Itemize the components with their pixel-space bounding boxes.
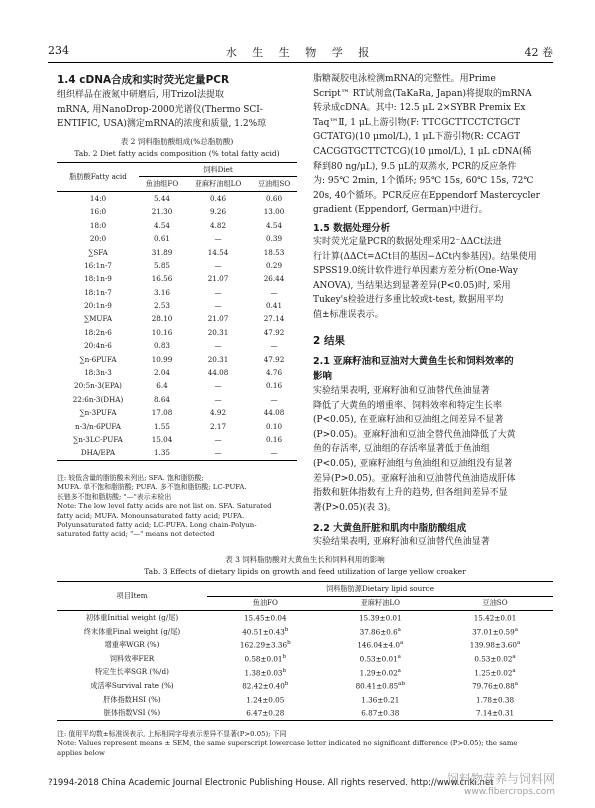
table3-group-header: 饲料脂肪源Dietary lipid source — [207, 582, 553, 597]
table-cell: 15.04 — [151, 435, 173, 444]
note-line: Polyunsaturated fatty acid; LC-PUFA. Long chain-Polyun- — [57, 521, 257, 530]
section-2-title: 2 结果 — [313, 335, 345, 347]
table-cell: — — [214, 341, 222, 351]
text-line: 实验结果表明, 亚麻籽油和豆油替代鱼油显著 — [313, 386, 490, 396]
row-label: ∑n-3LC-PUFA — [73, 435, 123, 444]
table-cell — [207, 706, 324, 720]
text-line: 鱼的存活率, 豆油组的存活率显著低于鱼油组 — [313, 444, 490, 455]
table-cell — [207, 611, 324, 625]
row-label: 终末体重Final weight (g/尾) — [83, 626, 181, 636]
row-label: ∑n-6PUFA — [79, 354, 117, 364]
table-cell: 0.46 — [210, 193, 227, 203]
table3-notes — [57, 730, 553, 758]
significance-letter: a — [514, 626, 518, 633]
table-cell — [207, 679, 324, 693]
table-cell: 2.17 — [210, 421, 227, 431]
text-line: 实时荧光定量PCR的数据处理采用2⁻ΔΔCt法进 — [313, 237, 502, 247]
table-row — [57, 366, 297, 379]
table-cell: 2.53 — [153, 301, 170, 311]
section-2-1-title-cont: 影响 — [313, 371, 333, 382]
table-cell: 10.99 — [151, 354, 173, 364]
table-cell — [324, 666, 438, 680]
cell-value: 1.78±0.38 — [476, 695, 515, 705]
watermark-url: www.fibercrops.com — [464, 787, 555, 797]
table-cell: 26.44 — [263, 274, 285, 284]
table-cell: 8.64 — [153, 394, 170, 404]
text-line: ANOVA), 当结果达到显著差异(P<0.05)时, 采用 — [313, 280, 511, 291]
text-line: 释到80 ng/μL), 9.5 μL的双蒸水, PCR的反应条件 — [313, 161, 517, 172]
table-cell — [324, 706, 438, 720]
cell-value: 15.45±0.04 — [243, 613, 287, 623]
right-paragraph-1 — [313, 72, 553, 218]
cell-value: 1.38±0.03 — [244, 668, 283, 678]
note-line: Note: The low level fatty acids are not list on. SFA. Saturated — [57, 502, 272, 511]
row-label: 20:4n-6 — [84, 341, 112, 351]
running-header — [48, 40, 553, 60]
table-cell: 0.41 — [266, 301, 283, 311]
table2-caption-cn: 表 2 饲料脂肪酸组成(%总脂肪酸) — [120, 137, 234, 146]
table-cell: 31.89 — [151, 247, 173, 257]
row-label: 16:0 — [89, 207, 107, 217]
table-cell: 0.10 — [266, 421, 283, 431]
row-label: 肝体指数HSI (%) — [103, 694, 161, 704]
table-cell: 0.83 — [153, 341, 170, 351]
table-row — [57, 379, 297, 392]
significance-letter: a — [514, 681, 518, 688]
table3-col-lo: 亚麻籽油LO — [324, 596, 438, 611]
table-row — [57, 638, 553, 652]
row-label: 初体重Initial weight (g/尾) — [85, 612, 179, 622]
text-line: 组织样品在液氮中研磨后, 用Trizol法提取 — [57, 90, 224, 100]
table-cell: 4.82 — [210, 220, 227, 230]
table-cell — [437, 638, 553, 652]
note-line: fatty acid; MUFA. Monounsaturated fatty acid; PUFA. — [57, 511, 245, 520]
watermark-cn: 饲料物营养与饲料网 — [446, 772, 555, 786]
text-line: (P<0.05), 在亚麻籽油和豆油组之间差异不显著 — [313, 415, 504, 426]
cell-value: 139.98±3.60 — [469, 640, 517, 650]
table-row — [57, 299, 297, 312]
significance-letter: b — [282, 667, 287, 674]
cell-value: 1.29±0.02 — [359, 668, 398, 678]
text-line: mRNA, 用NanoDrop-2000光谱仪(Thermo SCI- — [57, 104, 263, 115]
table-row — [57, 406, 297, 419]
row-label: 饲料效率FER — [109, 653, 155, 663]
row-label: 20:1n-9 — [84, 301, 112, 311]
table-cell — [324, 693, 438, 707]
note-line: applies below — [57, 748, 105, 757]
left-paragraph — [57, 88, 297, 132]
table-row — [57, 205, 297, 218]
text-line: 转录成cDNA。其中: 12.5 μL 2×SYBR Premix Ex — [313, 103, 526, 114]
table-cell: 5.44 — [153, 193, 170, 203]
text-line: ENTIFIC, USA)测定mRNA的浓度和质量, 1.2%琼 — [57, 119, 267, 130]
table-cell: — — [214, 448, 222, 458]
text-line: 脂糖凝胶电泳检测mRNA的完整性。用Prime — [313, 74, 496, 84]
text-line: 差异(P>0.05)。亚麻籽油和豆油替代鱼油造成肝体 — [313, 473, 516, 484]
table2-caption-en: Tab. 2 Diet fatty acids composition (% total fatty acid) — [74, 149, 280, 158]
note-line: 注: 值用平均数±标准误表示, 上标相同字母表示差异不显著(P>0.05); 下同 — [57, 730, 287, 738]
text-line: SPSS19.0统计软件进行单因素方差分析(One-Way — [313, 266, 518, 277]
table-cell: 1.35 — [153, 448, 170, 458]
text-line: 值±标准误表示。 — [313, 309, 384, 320]
table-row — [57, 446, 297, 460]
table-cell: — — [214, 381, 222, 391]
table-row — [57, 326, 297, 339]
note-line: 注: 较低含量的脂肪酸未列出; SFA. 饱和脂肪酸; — [57, 474, 204, 482]
row-label: 18:1n-9 — [84, 274, 112, 284]
table-cell — [437, 706, 553, 720]
table-cell: — — [214, 234, 222, 244]
table-cell: 2.04 — [153, 368, 170, 378]
journal-title: 水 生 生 物 学 报 — [225, 46, 376, 59]
row-label: 18:1n-7 — [84, 287, 112, 297]
table-row — [57, 272, 297, 285]
significance-letter: ab — [398, 681, 405, 688]
table-cell: 4.92 — [210, 408, 227, 418]
significance-letter: b — [284, 681, 289, 688]
table-cell: 17.08 — [151, 408, 173, 418]
row-label: 16:1n-7 — [84, 260, 112, 270]
table-row — [57, 419, 297, 432]
section-1-4-title: 1.4 cDNA合成和实时荧光定量PCR — [57, 74, 230, 86]
table-cell — [207, 652, 324, 666]
table-cell: 0.60 — [266, 193, 283, 203]
watermark — [447, 770, 555, 797]
row-label: 特定生长率SGR (%/d) — [95, 667, 169, 677]
table-row — [57, 245, 297, 258]
table3-row-header: 项目Item — [57, 582, 207, 611]
cell-value: 6.87±0.38 — [361, 708, 400, 718]
row-label: 20:0 — [89, 234, 107, 244]
text-line: 著(P>0.05)(表 3)。 — [313, 502, 397, 513]
table-cell — [437, 693, 553, 707]
table3-caption-cn: 表 3 饲料脂肪酸对大黄鱼生长和饲料利用的影响 — [225, 555, 385, 564]
text-line: (P>0.05)。亚麻籽油和豆油全替代鱼油降低了大黄 — [313, 429, 516, 440]
table-cell: 0.29 — [266, 260, 283, 270]
text-line: CACGGTGCTTCTCG)(10 μmol/L), 1 μL cDNA(稀 — [313, 146, 532, 157]
significance-letter: a — [512, 654, 516, 661]
table-row — [57, 232, 297, 245]
table-cell: — — [270, 341, 278, 351]
table-cell: 27.14 — [263, 314, 285, 324]
cell-value: 79.76±0.88 — [472, 681, 515, 691]
volume-number: 42 卷 — [524, 46, 553, 59]
right-paragraph-4 — [313, 535, 553, 550]
table-cell — [207, 625, 324, 639]
table-cell: 1.55 — [153, 421, 170, 431]
table-cell: 21.07 — [207, 274, 229, 284]
cell-value: 82.42±0.40 — [242, 681, 285, 691]
cell-value: 1.25±0.02 — [474, 668, 513, 678]
table-cell — [437, 611, 553, 625]
cell-value: 80.41±0.85 — [355, 681, 399, 691]
table2 — [57, 162, 297, 461]
note-line: Note: Values represent means ± SEM, the same superscript lowercase letter indicated no significant difference (P>0.05); the same — [57, 739, 518, 748]
table-cell: — — [214, 394, 222, 404]
table-row — [57, 706, 553, 720]
text-line: (P<0.05), 亚麻籽油组与鱼油组和豆油组没有显著 — [313, 458, 513, 469]
cell-value: 37.86±0.6 — [359, 627, 398, 637]
row-label: DHA/EPA — [80, 448, 116, 458]
note-line: 长链多不饱和脂肪酸; "—"表示未检出 — [57, 492, 172, 501]
significance-letter: a — [397, 667, 401, 674]
text-line: 实验结果表明, 亚麻籽油和豆油替代鱼油显著 — [313, 537, 490, 547]
table-row — [57, 393, 297, 406]
significance-letter: a — [512, 667, 516, 674]
text-line: Script™ RT试剂盒(TaKaRa, Japan)将提取的mRNA — [313, 88, 532, 99]
cell-value: 0.53±0.02 — [474, 654, 513, 664]
cell-value: 40.51±0.43 — [242, 627, 285, 637]
table2-col-so: 豆油组SO — [251, 177, 297, 191]
significance-letter: a — [397, 654, 401, 661]
text-line: 20s, 40个循环。PCR反应在Eppendorf Mastercycler — [313, 190, 540, 201]
table-cell: 18.53 — [263, 247, 285, 257]
table-cell: — — [270, 394, 278, 404]
significance-letter: b — [284, 626, 289, 633]
table-row — [57, 219, 297, 232]
table-cell: 9.26 — [210, 207, 227, 217]
row-label: ∑SFA — [88, 247, 108, 257]
cell-value: 6.47±0.28 — [246, 708, 285, 718]
table-cell — [324, 679, 438, 693]
right-paragraph-2 — [313, 235, 553, 323]
significance-letter: b — [287, 640, 291, 647]
significance-letter: a — [516, 640, 521, 647]
table-cell — [207, 666, 324, 680]
table-cell — [324, 625, 438, 639]
cell-value: 15.39±0.01 — [358, 613, 402, 623]
table-cell: 4.54 — [153, 220, 170, 230]
table-cell: 28.10 — [151, 314, 173, 324]
copyright-footer: ?1994-2018 China Academic Journal Electronic Publishing House. All rights reserved. http://www.cnki.net — [48, 778, 494, 788]
table-cell: 16.56 — [151, 274, 173, 284]
table-row — [57, 433, 297, 446]
table-cell — [437, 625, 553, 639]
table-cell: 0.61 — [153, 234, 170, 244]
text-line: gradient (Eppendorf, German)中进行。 — [313, 205, 488, 216]
table-cell: 44.08 — [263, 408, 285, 418]
row-label: 18:0 — [89, 220, 107, 230]
note-line: MUFA. 单不饱和脂肪酸; PUFA. 多不饱和脂肪酸; LC-PUFA. — [57, 483, 247, 492]
table-cell — [324, 611, 438, 625]
section-2-2-title: 2.2 大黄鱼肝脏和肌肉中脂肪酸组成 — [313, 523, 467, 534]
text-line: Taq™Ⅱ, 1 μL上游引物(F: TTCGCTTCCTCTGCT — [313, 117, 521, 128]
table-cell: 13.00 — [263, 207, 285, 217]
row-label: n-3/n-6PUFA — [74, 421, 121, 431]
cell-value: 7.14±0.31 — [476, 708, 515, 718]
table-cell — [437, 666, 553, 680]
table-row — [57, 339, 297, 352]
row-label: 脏体指数VSI (%) — [103, 708, 161, 718]
table-cell: 6.4 — [156, 381, 168, 391]
table-cell: — — [214, 301, 222, 311]
row-label: 成活率Survival rate (%) — [90, 680, 174, 690]
table-cell: — — [214, 260, 222, 270]
table2-col-fo: 鱼油组FO — [139, 177, 185, 191]
table2-col-lo: 亚麻籽油组LO — [185, 177, 251, 191]
table-cell: 20.31 — [207, 354, 229, 364]
section-1-5-title: 1.5 数据处理分析 — [313, 223, 391, 234]
row-label: 14:0 — [89, 193, 107, 203]
table-cell: 14.54 — [207, 247, 229, 257]
text-line: 指数和脏体指数有上升的趋势, 但各组间差异不显 — [313, 488, 508, 499]
table-cell: 5.85 — [153, 260, 170, 270]
table-cell: 4.76 — [266, 368, 283, 378]
row-label: 增重率WGR (%) — [104, 640, 160, 650]
table-cell: 47.92 — [263, 354, 285, 364]
table-row — [57, 286, 297, 299]
row-label: 18:2n-6 — [84, 327, 112, 337]
cell-value: 37.01±0.59 — [472, 627, 515, 637]
row-label: ∑n-3PUFA — [79, 408, 117, 418]
text-line: 为: 95℃ 2min, 1个循环; 95℃ 15s, 60℃ 15s, 72℃ — [313, 176, 534, 187]
cell-value: 162.29±3.36 — [239, 640, 288, 650]
table-cell — [437, 679, 553, 693]
table-row — [57, 666, 553, 680]
cell-value: 15.42±0.01 — [473, 613, 517, 623]
table-cell: 0.16 — [266, 435, 283, 444]
header-rule — [48, 62, 553, 63]
table-row — [57, 625, 553, 639]
table-cell — [324, 638, 438, 652]
table3-col-fo: 鱼油FO — [207, 596, 324, 611]
table-row — [57, 611, 553, 625]
table-cell: 0.39 — [266, 234, 283, 244]
table3 — [57, 581, 553, 721]
table-row — [57, 312, 297, 325]
table-row — [57, 191, 297, 205]
note-line: saturated fatty acid; "—" means not detected — [57, 530, 215, 539]
table2-row-header: 脂肪酸Fatty acid — [57, 163, 139, 192]
table-cell: 20.31 — [207, 327, 229, 337]
table-cell — [207, 638, 324, 652]
table-row — [57, 693, 553, 707]
table3-caption-en: Tab. 3 Effects of dietary lipids on growth and feed utilization of large yellow croaker — [144, 567, 466, 576]
text-line: 降低了大黄鱼的增重率、饲料效率和特定生长率 — [313, 400, 503, 411]
row-label: ∑MUFA — [83, 314, 113, 324]
right-paragraph-3 — [313, 384, 553, 515]
table-cell — [324, 652, 438, 666]
table-cell — [207, 693, 324, 707]
table-row — [57, 652, 553, 666]
significance-letter: b — [282, 654, 287, 661]
table-cell: 21.30 — [151, 207, 173, 217]
text-line: GCTATG)(10 μmol/L), 1 μL下游引物(R: CCAGT — [313, 132, 521, 143]
table-cell: — — [270, 448, 278, 458]
table2-notes — [57, 474, 297, 540]
text-line: Tukey's检验进行多重比较或t-test, 数据用平均 — [313, 295, 504, 306]
table-cell: 0.16 — [266, 381, 283, 391]
table-row — [57, 352, 297, 365]
row-label: 20:5n-3(EPA) — [74, 381, 122, 391]
cell-value: 0.53±0.01 — [359, 654, 398, 664]
section-2-1-title: 2.1 亚麻籽油和豆油对大黄鱼生长和饲料效率的 — [313, 356, 514, 367]
table-cell: — — [214, 435, 222, 444]
table-cell: — — [270, 287, 278, 297]
table2-group-header: 饲料Diet — [139, 163, 297, 177]
cell-value: 1.36±0.21 — [361, 695, 400, 705]
text-line: 行计算(ΔΔCt=ΔCt目的基因−ΔCt内参基因)。结果使用 — [313, 251, 537, 262]
table-row — [57, 259, 297, 272]
cell-value: 146.04±4.0 — [357, 640, 400, 650]
table-cell: 21.07 — [207, 314, 229, 324]
table-cell: 3.16 — [153, 287, 170, 297]
row-label: 18:3n-3 — [84, 368, 112, 378]
table-cell: 4.54 — [266, 220, 283, 230]
cell-value: 1.24±0.05 — [246, 695, 285, 705]
table-row — [57, 679, 553, 693]
row-label: 22:6n-3(DHA) — [72, 394, 124, 404]
significance-letter: a — [397, 626, 401, 633]
table-cell: — — [214, 287, 222, 297]
table-cell: 10.16 — [151, 327, 173, 337]
page-number: 234 — [48, 44, 69, 57]
table-cell — [437, 652, 553, 666]
significance-letter: a — [399, 640, 404, 647]
table-cell: 44.08 — [207, 368, 229, 378]
cell-value: 0.58±0.01 — [244, 654, 283, 664]
table3-col-so: 豆油SO — [437, 596, 553, 611]
table-cell: 47.92 — [263, 327, 285, 337]
